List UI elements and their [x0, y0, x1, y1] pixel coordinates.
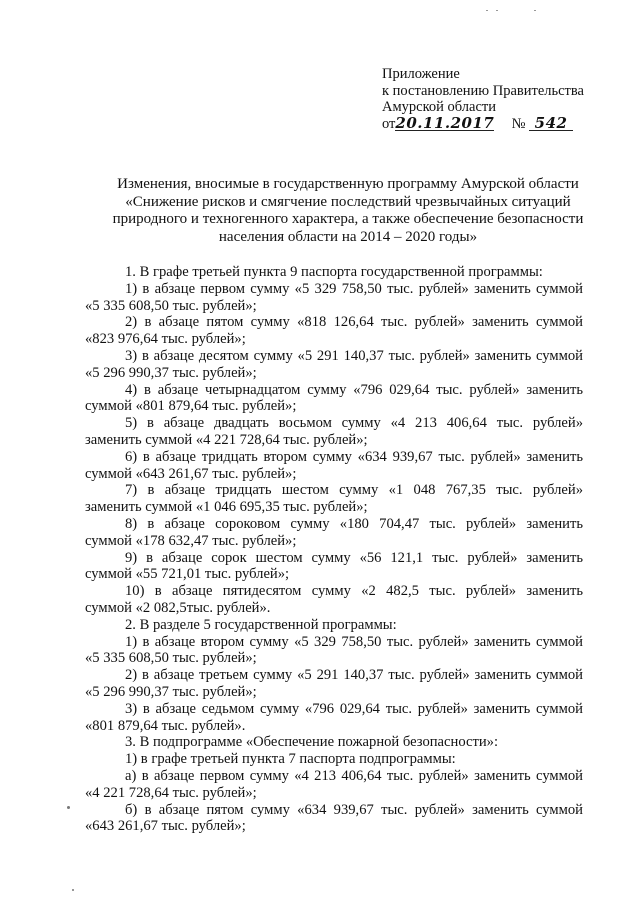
- amendment-item: [85, 482, 583, 516]
- handwritten-date: 20.11.2017: [395, 113, 495, 132]
- scan-speck: [486, 10, 488, 11]
- amendment-line: «5 335 608,50 тыс. рублей»;: [85, 650, 257, 667]
- amendment-line: «643 261,67 тыс. рублей»;: [85, 818, 246, 835]
- amendment-line: «5 296 990,37 тыс. рублей»;: [85, 364, 257, 381]
- number-prefix: №: [511, 115, 526, 132]
- scan-speck: [72, 889, 74, 891]
- amendment-line: заменить суммой «1 046 695,35 тыс. рублей»;: [85, 499, 368, 516]
- amendment-line: 3) в абзаце десятом сумму «5 291 140,37 тыс. рублей» заменить суммой: [125, 347, 583, 364]
- appendix-region: Амурской области: [382, 99, 496, 115]
- title-line: населения области на 2014 – 2020 годы»: [218, 228, 478, 245]
- amendment-item: [85, 751, 583, 768]
- amendment-line: 10) в абзаце пятидесятом сумму «2 482,5 тыс. рублей» заменить: [125, 583, 583, 600]
- amendment-item: [85, 634, 583, 668]
- amendment-line: суммой «801 879,64 тыс. рублей»;: [85, 398, 297, 415]
- amendment-line: а) в абзаце первом сумму «4 213 406,64 тыс. рублей» заменить суммой: [125, 767, 583, 784]
- amendment-line: 6) в абзаце тридцать втором сумму «634 939,67 тыс. рублей» заменить: [125, 448, 583, 465]
- amendment-line: 9) в абзаце сорок шестом сумму «56 121,1 тыс. рублей» заменить: [125, 549, 583, 566]
- amendment-item: [85, 348, 583, 382]
- appendix-resolution: к постановлению Правительства: [382, 82, 584, 99]
- amendment-item: [85, 734, 583, 751]
- amendment-line: 1) в абзаце первом сумму «5 329 758,50 тыс. рублей» заменить суммой: [125, 280, 583, 297]
- amendment-item: [85, 550, 583, 584]
- amendment-line: суммой «178 632,47 тыс. рублей»;: [85, 532, 297, 549]
- amendment-line: 1. В графе третьей пункта 9 паспорта государственной программы:: [125, 264, 543, 280]
- amendment-item: [85, 701, 583, 735]
- amendment-line: б) в абзаце пятом сумму «634 939,67 тыс. рублей» заменить суммой: [125, 801, 583, 818]
- amendment-item: [85, 281, 583, 315]
- amendment-line: 7) в абзаце тридцать шестом сумму «1 048 767,35 тыс. рублей»: [125, 482, 583, 499]
- amendment-line: суммой «55 721,01 тыс. рублей»;: [85, 566, 290, 583]
- title-line: «Снижение рисков и смягчение последствий чрезвычайных ситуаций: [125, 193, 571, 210]
- amendment-line: 3. В подпрограмме «Обеспечение пожарной безопасности»:: [125, 734, 499, 751]
- amendment-line: 8) в абзаце сороковом сумму «180 704,47 тыс. рублей» заменить: [125, 515, 583, 532]
- amendment-item: [85, 583, 583, 617]
- amendment-line: 2) в абзаце пятом сумму «818 126,64 тыс. рублей» заменить суммой: [125, 314, 583, 331]
- date-prefix: от: [382, 115, 396, 132]
- amendment-item: [85, 617, 583, 634]
- amendment-line: заменить суммой «4 221 728,64 тыс. рублей»;: [85, 431, 368, 448]
- amendment-line: 2) в абзаце третьем сумму «5 291 140,37 тыс. рублей» заменить суммой: [125, 667, 583, 684]
- amendment-line: 4) в абзаце четырнадцатом сумму «796 029,64 тыс. рублей» заменить: [125, 381, 583, 398]
- scan-speck: [534, 10, 536, 11]
- handwritten-number: 542: [529, 116, 573, 131]
- amendment-line: «801 879,64 тыс. рублей».: [85, 717, 246, 734]
- amendment-item: [85, 667, 583, 701]
- scan-speck: [67, 806, 70, 809]
- appendix-block: [382, 66, 584, 132]
- amendment-item: [85, 415, 583, 449]
- amendment-line: 5) в абзаце двадцать восьмом сумму «4 213 406,64 тыс. рублей»: [125, 415, 583, 432]
- amendment-line: «5 335 608,50 тыс. рублей»;: [85, 297, 257, 314]
- amendment-line: «823 976,64 тыс. рублей»;: [85, 331, 246, 348]
- amendment-item: [85, 802, 583, 836]
- amendment-item: [85, 264, 583, 281]
- amendment-line: 1) в графе третьей пункта 7 паспорта подпрограммы:: [125, 751, 456, 768]
- amendment-item: [85, 382, 583, 416]
- title-line: Изменения, вносимые в государственную программу Амурской области: [117, 176, 579, 192]
- amendment-line: «4 221 728,64 тыс. рублей»;: [85, 784, 257, 801]
- amendment-item: [85, 768, 583, 802]
- amendment-line: 2. В разделе 5 государственной программы:: [125, 616, 397, 633]
- amendment-item: [85, 516, 583, 550]
- amendment-item: [85, 314, 583, 348]
- amendment-line: «5 296 990,37 тыс. рублей»;: [85, 683, 257, 700]
- amendment-line: суммой «643 261,67 тыс. рублей»;: [85, 465, 297, 482]
- amendment-line: 3) в абзаце седьмом сумму «796 029,64 тыс. рублей» заменить суммой: [125, 700, 583, 717]
- amendment-line: 1) в абзаце втором сумму «5 329 758,50 тыс. рублей» заменить суммой: [125, 633, 583, 650]
- scan-speck: [496, 10, 498, 11]
- amendment-item: [85, 449, 583, 483]
- appendix-heading: Приложение: [382, 66, 460, 82]
- amendment-line: суммой «2 082,5тыс. рублей».: [85, 599, 271, 616]
- appendix-date-line: [382, 113, 584, 133]
- document-title: [70, 176, 626, 246]
- title-line: природного и техногенного характера, а также обеспечение безопасности: [112, 211, 584, 227]
- amendments-list: [85, 264, 583, 835]
